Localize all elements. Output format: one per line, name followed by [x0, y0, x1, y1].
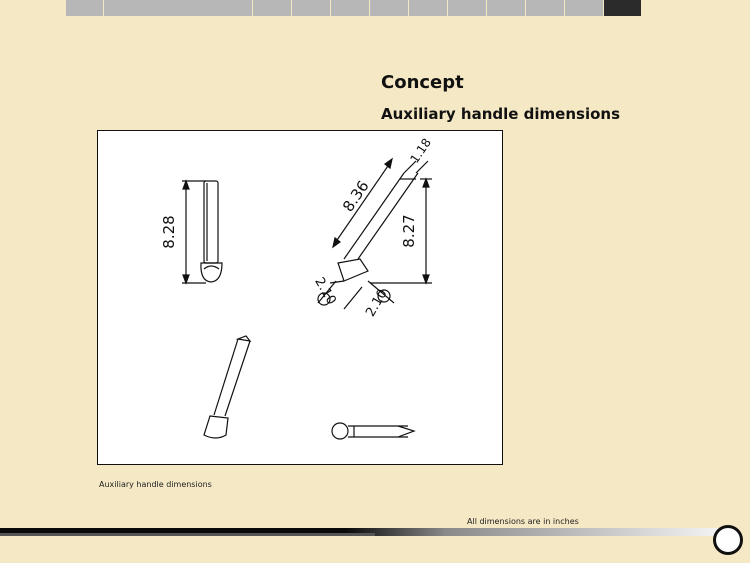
shaft-tip: [238, 336, 250, 341]
nav-segment-2[interactable]: [104, 0, 253, 16]
technical-drawing: [98, 131, 504, 466]
nav-segment-10[interactable]: [526, 0, 565, 16]
handle-cap: [332, 423, 348, 439]
arrow-head: [423, 179, 429, 187]
bottom-bar: [0, 528, 720, 536]
nav-segment-1[interactable]: [66, 0, 104, 16]
nav-segment-6[interactable]: [370, 0, 409, 16]
dim-label-diameter-left: 2.10: [311, 274, 339, 308]
dim-label-length: 8.36: [339, 177, 373, 216]
shaft-edge: [214, 339, 238, 415]
dim-label-diameter-right: 2.10: [363, 286, 391, 320]
technical-drawing-panel: [97, 130, 503, 465]
arrow-head: [183, 275, 189, 283]
dim-label-height-iso: 8.27: [400, 214, 418, 248]
isometric-view: [311, 136, 434, 320]
top-view: [332, 423, 414, 439]
arrow-head: [385, 159, 392, 168]
dim-label-top: 1.18: [407, 135, 434, 166]
nav-segment-5[interactable]: [331, 0, 370, 16]
figure-caption: Auxiliary handle dimensions: [99, 480, 212, 489]
nav-segment-11[interactable]: [565, 0, 604, 16]
nav-segment-4[interactable]: [292, 0, 331, 16]
arrow-head: [333, 238, 340, 247]
shaft-edge: [225, 341, 250, 416]
dim-label-height: 8.28: [160, 215, 178, 249]
nav-segment-8[interactable]: [448, 0, 487, 16]
nav-segment-7[interactable]: [409, 0, 448, 16]
front-view: [160, 181, 222, 283]
page-subtitle: Auxiliary handle dimensions: [381, 105, 621, 123]
arrow-head: [423, 275, 429, 283]
handle-shaft: [204, 181, 218, 263]
shaft-tip: [398, 426, 414, 437]
handle-cap: [204, 416, 228, 438]
page-title: Concept: [381, 72, 464, 93]
units-note: All dimensions are in inches: [467, 517, 579, 526]
dim-line-diagonal: [344, 287, 362, 309]
nav-segment-12-active[interactable]: [604, 0, 642, 16]
bottom-bar-underline: [0, 533, 375, 536]
nav-segment-3[interactable]: [253, 0, 292, 16]
handle-cap: [338, 259, 368, 281]
perspective-view: [204, 336, 250, 438]
next-slide-button[interactable]: [713, 525, 743, 555]
cap-detail: [204, 266, 219, 269]
nav-segment-9[interactable]: [487, 0, 526, 16]
cap-detail: [330, 281, 344, 283]
arrow-head: [183, 181, 189, 189]
